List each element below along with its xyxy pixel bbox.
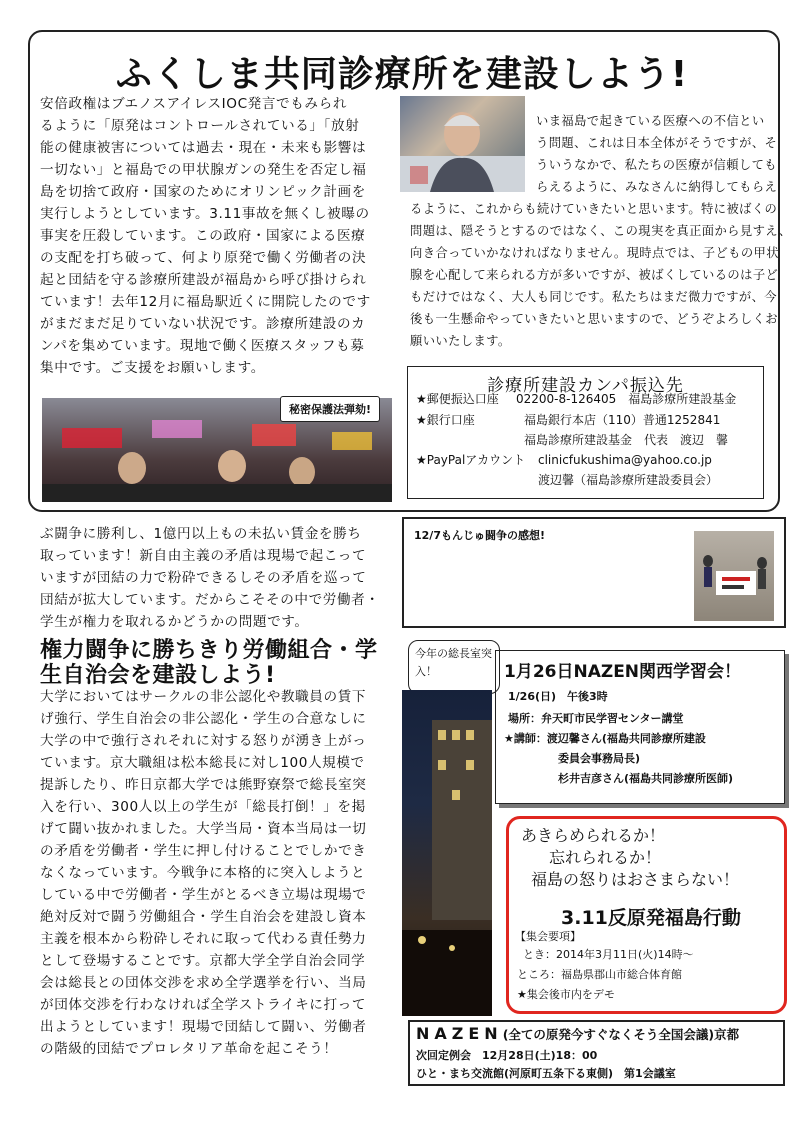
kansai-place: 場所：弁天町市民学習センター講堂 [508, 712, 684, 725]
kansai-date: 1/26(日) 午後3時 [508, 690, 608, 703]
donation-title: 診療所建設カンパ振込先 [487, 376, 684, 396]
univ-intro-line: いますが団結の力で粉砕できるしその矛盾を巡って [40, 570, 367, 586]
president-office-bubble [408, 640, 500, 694]
nazen-meeting: 次回定例会 12月28日(土)18：00 [416, 1049, 598, 1062]
quote-line: 問題は、隠そうとするのではなく、この現実を真正面から見すえ、 [410, 224, 792, 238]
intro-line: 事実を圧殺しています。この政府・国家による医療 [40, 228, 366, 244]
donation-box [407, 366, 764, 499]
nazen-name: NAZEN [416, 1024, 503, 1043]
bank-value: 福島銀行本店（110）普通1252841 [524, 413, 721, 427]
monju-banner [694, 531, 774, 621]
intro-line: ています！去年12月に福島駅近くに開院したのです [40, 294, 371, 310]
intro-line: がまだまだ足りていない状況です。診療所建設のカ [40, 316, 366, 332]
postal-label: ★郵便振込口座 [416, 392, 499, 406]
quote-line: いま福島で起きている医療への不信とい [536, 114, 765, 128]
quote-line: う問題、これは日本全体がそうですが、そ [536, 136, 778, 150]
univ-body-line: の矛盾を労働者・学生に押し付けることでしかでき [40, 843, 367, 859]
univ-body-line: が団体交渉を行わなければ全学ストライキに打って [40, 997, 367, 1013]
univ-heading [40, 638, 400, 688]
intro-line: ンパを集めています。現地で働く医療スタッフも募 [40, 338, 365, 354]
univ-intro-line: ぶ闘争に勝利し、1億円以上もの未払い賃金を勝ち [40, 526, 362, 542]
paypal-holder: 渡辺馨（福島診療所建設委員会） [538, 473, 719, 487]
building-photo [402, 690, 492, 1016]
nazen-kyoto-box [408, 1020, 785, 1086]
nazen-full: (全ての原発今すぐなくそう全国会議)京都 [502, 1027, 740, 1042]
quote-line: ういうなかで、私たちの医療が信頼しても [536, 158, 777, 172]
doctor-quote [410, 110, 792, 352]
slogan-2: 忘れられるか！ [549, 848, 662, 867]
slogan-1: あきらめられるか！ [521, 826, 666, 845]
intro-line: るように「原発はコントロールされている」「放射 [40, 118, 360, 134]
slogan-3: 福島の怒りはおさまらない！ [531, 870, 740, 889]
action-demo: ★集会後市内をデモ [517, 988, 615, 1001]
univ-intro-line: 学生が権力を取れるかどうかの問題です。 [40, 614, 309, 630]
intro-text [40, 93, 395, 379]
kansai-study-box [495, 650, 785, 804]
univ-body-line: げ強行、学生自治会の非公認化・学生の合意なしに [40, 711, 367, 727]
kansai-speaker: ★講師：渡辺馨さん(福島共同診療所建設 [504, 732, 706, 745]
kansai-speaker2: 杉井吉彦さん(福島共同診療所医師) [558, 772, 734, 785]
nazen-venue: ひと・まち交流館(河原町五条下る東側) 第1会議室 [416, 1067, 676, 1080]
postal-value: 02200-8-126405 福島診療所建設基金 [516, 392, 737, 406]
quote-line: 後も一生懸命やっていきたいと思いますので、どうぞよろしくお [410, 312, 778, 326]
monju-title: 12/7もんじゅ闘争の感想! [414, 529, 545, 542]
fukushima-action-box [506, 816, 787, 1014]
univ-body-line: なくなっています。今戦争に本格的に突入しようと [40, 865, 366, 881]
univ-body-line: 会は総長との団体交渉を求め全学選挙を行い、当局 [40, 975, 367, 991]
action-where: ところ：福島県郡山市総合体育館 [517, 968, 682, 981]
kansai-speaker-role: 委員会事務局長) [558, 752, 641, 765]
univ-heading-line: 権力闘争に勝ちきり労働組合・学 [40, 638, 378, 663]
building-illustration [402, 690, 492, 1016]
intro-line: 起と団結を守る診療所建設が福島から呼び掛けられ [40, 272, 367, 288]
univ-body-line: の階級的団結でプロレタリア革命を起こそう！ [40, 1041, 338, 1057]
intro-line: 安倍政権はブエノスアイレスIOC発言でもみられ [40, 96, 348, 112]
intro-line: 能の健康被害については過去・現在・未来も影響は [40, 140, 367, 156]
quote-line: らえるように、みなさんに納得してもらえ [536, 180, 778, 194]
paypal-value: clinicfukushima@yahoo.co.jp [538, 453, 712, 467]
kansai-title: 1月26日NAZEN関西学習会！ [504, 662, 742, 682]
univ-body-line: している中で労働者・学生がとるべき立場は現場で [40, 887, 367, 903]
univ-body-line: 絶対反対で闘う労働組合・学生自治会を建設し資本 [40, 909, 367, 925]
protest-caption: 秘密保護法弾劾! [280, 396, 380, 422]
univ-intro-text [40, 523, 400, 633]
univ-body-line: げて闘い抜かれました。大学当局・資本当局は一切 [40, 821, 367, 837]
intro-line: 実行しようとしています。3.11事故を無くし被曝の [40, 206, 370, 222]
action-sub: 【集会要項】 [515, 930, 581, 943]
quote-line: るように、これからも続けていきたいと思います。特に被ばくの [410, 202, 778, 216]
intro-line: 集中です。ご支援をお願いします。 [40, 360, 265, 376]
quote-line: 願いいたします。 [410, 334, 511, 348]
univ-body-line: 大学においてはサークルの非公認化や教職員の賃下 [40, 689, 367, 705]
monju-box [402, 517, 786, 628]
action-when: とき：2014年3月11日(火)14時～ [523, 948, 694, 961]
univ-body-line: として登場することです。京都大学全学自治会同学 [40, 953, 366, 969]
univ-body-line: 提訴したり、昨日京都大学では熊野寮祭で総長室突 [40, 777, 367, 793]
action-title: 3.11反原発福島行動 [561, 907, 741, 929]
intro-line: 島を切捨て政府・国家のためにオリンピック計画を [40, 184, 366, 200]
univ-body-line: 大学の中で強行されそれに対する怒りが湧き上がっ [40, 733, 367, 749]
univ-intro-line: 団結が拡大しています。だからこそその中で労働者・ [40, 592, 380, 608]
quote-line: 向き合っていかなければなりません。現時点では、子どもの甲状 [410, 246, 779, 260]
univ-body-line: 主義を根本から粉砕しそれに取って代わる責任勢力 [40, 931, 367, 947]
bank-label: ★銀行口座 [416, 413, 475, 427]
nazen-title-row [416, 1024, 739, 1043]
univ-intro-line: 取っています！新自由主義の矛盾は現場で起こって [40, 548, 367, 564]
bubble-text: 今年の総長室突入！ [415, 647, 492, 678]
intro-line: 一切ない」と福島での甲状腺ガンの発生を否定し福 [40, 162, 367, 178]
paypal-label: ★PayPalアカウント [416, 453, 526, 467]
intro-line: の支配を打ち破って、何より原発で働く労働者の決 [40, 250, 367, 266]
quote-line: もだけではなく、大人も同じです。私たちはまだ微力ですが、今 [410, 290, 777, 304]
univ-body-text [40, 686, 400, 1060]
page-headline: ふくしま共同診療所を建設しよう! [115, 54, 689, 95]
univ-body-line: ています。京大職組は松本総長に対し100人規模で [40, 755, 365, 771]
univ-body-line: 入を行い、300人以上の学生が「総長打倒！」を掲 [40, 799, 366, 815]
quote-line: 腺を心配して来られる方が多いですが、被ばくしているのは子ど [410, 268, 779, 282]
bank-holder: 福島診療所建設基金 代表 渡辺 馨 [524, 433, 729, 447]
monju-photo [694, 531, 774, 621]
univ-heading-line: 生自治会を建設しよう! [40, 663, 276, 688]
univ-body-line: 出ようとしています！現場で団結して闘い、労働者 [40, 1019, 367, 1035]
